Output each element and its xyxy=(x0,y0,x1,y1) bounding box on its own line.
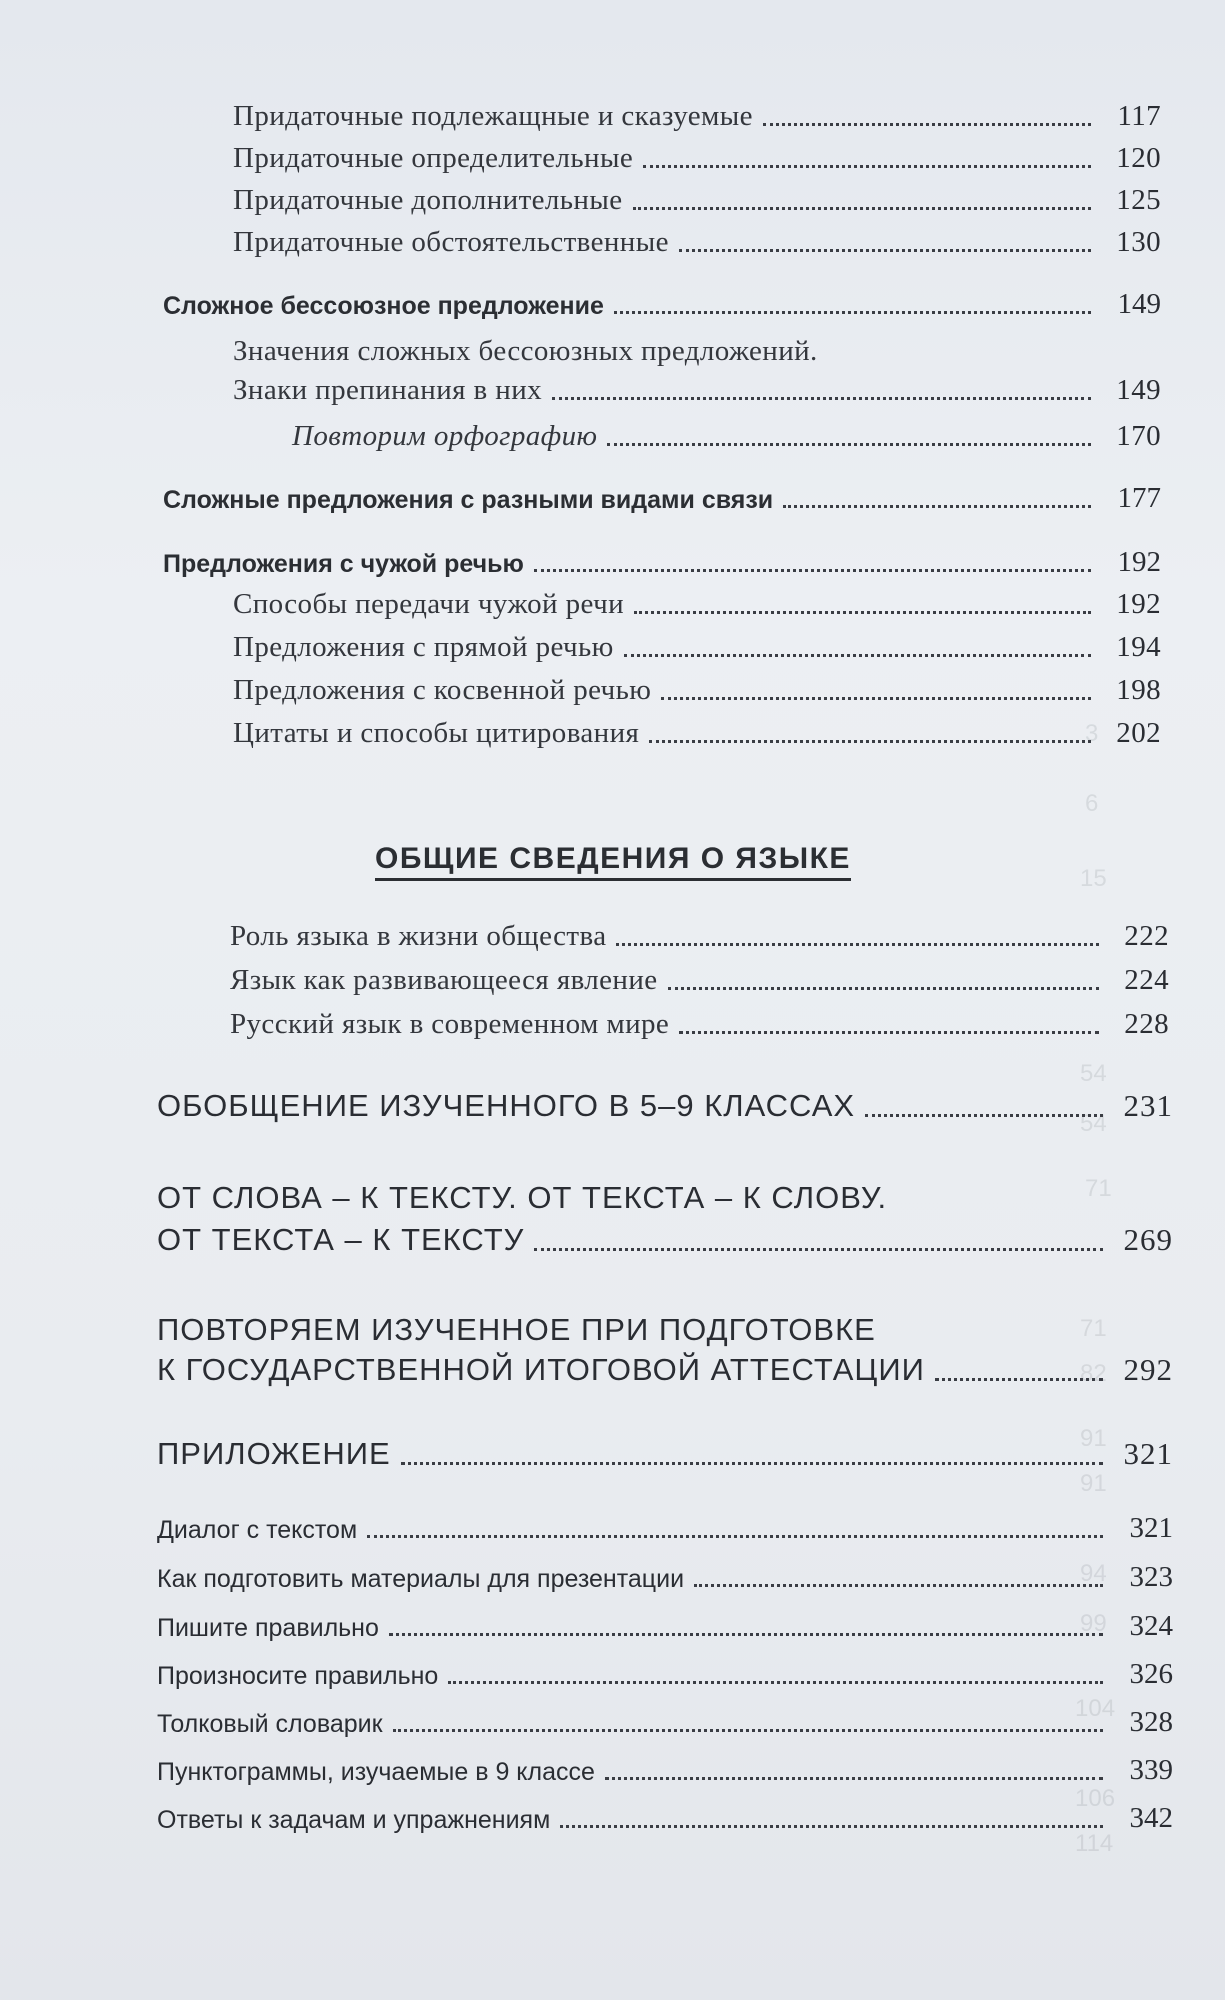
toc-page-number: 342 xyxy=(1129,1802,1173,1834)
dot-leader xyxy=(552,397,1091,400)
toc-entry-title: Как подготовить материалы для презентации xyxy=(157,1565,685,1593)
toc-page-number: 192 xyxy=(1117,546,1161,578)
toc-entry-title-line[interactable]: ОТ СЛОВА – К ТЕКСТУ. ОТ ТЕКСТА – К СЛОВУ. xyxy=(157,1180,888,1215)
toc-page-number: 292 xyxy=(1123,1352,1173,1387)
toc-entry[interactable] xyxy=(157,1088,1173,1124)
bleed-through-ghost: 94 xyxy=(1080,1560,1107,1587)
toc-page-number: 192 xyxy=(1116,588,1161,620)
dot-leader xyxy=(763,123,1091,126)
dot-leader xyxy=(560,1825,1103,1828)
dot-leader xyxy=(679,1031,1099,1034)
toc-entry[interactable] xyxy=(157,1222,1173,1258)
bleed-through-ghost: 54 xyxy=(1080,1060,1107,1087)
dot-leader xyxy=(661,697,1091,700)
dot-leader xyxy=(649,740,1091,743)
dot-leader xyxy=(367,1535,1103,1538)
toc-entry-title: Придаточные обстоятельственные xyxy=(233,226,669,258)
toc-entry[interactable] xyxy=(157,1706,1173,1739)
toc-entry[interactable] xyxy=(157,1658,1173,1691)
toc-entry[interactable] xyxy=(163,482,1161,515)
bleed-through-ghost: 71 xyxy=(1085,1175,1112,1202)
toc-entry-title: Придаточные определительные xyxy=(233,142,634,174)
toc-entry[interactable] xyxy=(163,546,1161,579)
toc-page-number: 231 xyxy=(1123,1088,1173,1123)
toc-entry[interactable] xyxy=(157,1754,1173,1787)
toc-entry-title: Повторим орфографию xyxy=(292,420,598,452)
toc-entry-title: Сложное бессоюзное предложение xyxy=(163,292,604,320)
bleed-through-ghost: 15 xyxy=(1080,865,1107,892)
toc-page-number: 125 xyxy=(1116,184,1161,216)
bleed-through-ghost: 54 xyxy=(1080,1110,1107,1137)
dot-leader xyxy=(389,1633,1103,1636)
toc-page-number: 339 xyxy=(1129,1754,1173,1786)
toc-entry[interactable] xyxy=(233,588,1161,621)
bleed-through-ghost: 91 xyxy=(1080,1470,1107,1497)
toc-entry-title: Ответы к задачам и упражнениям xyxy=(157,1806,551,1834)
toc-entry-title: Способы передачи чужой речи xyxy=(233,588,624,620)
toc-page-number: 120 xyxy=(1116,142,1161,174)
bleed-through-ghost: 106 xyxy=(1075,1785,1116,1812)
toc-entry-title: Предложения с косвенной речью xyxy=(233,674,652,706)
bleed-through-ghost: 3 xyxy=(1085,720,1099,747)
dot-leader xyxy=(694,1584,1103,1587)
toc-entry-title: Придаточные дополнительные xyxy=(233,184,623,216)
toc-page-number: 321 xyxy=(1123,1436,1173,1471)
toc-entry-title: Пунктограммы, изучаемые в 9 классе xyxy=(157,1758,595,1786)
toc-entry[interactable] xyxy=(233,631,1161,664)
toc-entry-title: Роль языка в жизни общества xyxy=(230,920,607,952)
toc-entry[interactable] xyxy=(163,288,1161,321)
dot-leader xyxy=(668,987,1099,990)
toc-entry[interactable] xyxy=(233,674,1161,707)
dot-leader xyxy=(634,611,1091,614)
toc-entry-title: Язык как развивающееся явление xyxy=(230,964,658,996)
toc-entry[interactable] xyxy=(157,1610,1173,1643)
toc-entry-title: ОТ ТЕКСТА – К ТЕКСТУ xyxy=(157,1222,525,1257)
toc-entry-title: Толковый словарик xyxy=(157,1710,383,1738)
dot-leader xyxy=(614,311,1091,314)
bleed-through-ghost: 91 xyxy=(1080,1425,1107,1452)
dot-leader xyxy=(865,1114,1103,1117)
dot-leader xyxy=(534,1248,1103,1251)
toc-entry-title: Предложения с прямой речью xyxy=(233,631,614,663)
toc-page-number: 222 xyxy=(1124,920,1169,952)
toc-entry[interactable] xyxy=(230,920,1169,953)
dot-leader xyxy=(605,1777,1103,1780)
dot-leader xyxy=(534,569,1091,572)
dot-leader xyxy=(616,943,1099,946)
dot-leader xyxy=(448,1681,1103,1684)
toc-page-number: 202 xyxy=(1116,717,1161,749)
toc-entry[interactable] xyxy=(157,1561,1173,1594)
bleed-through-ghost: 6 xyxy=(1085,790,1099,817)
toc-entry-title: К ГОСУДАРСТВЕННОЙ ИТОГОВОЙ АТТЕСТАЦИИ xyxy=(157,1352,925,1387)
dot-leader xyxy=(624,654,1091,657)
toc-entry[interactable] xyxy=(233,374,1161,407)
toc-page-number: 321 xyxy=(1129,1512,1173,1544)
toc-entry[interactable] xyxy=(157,1512,1173,1545)
toc-entry-title: Знаки препинания в них xyxy=(233,374,543,406)
toc-entry-title: Диалог с текстом xyxy=(157,1516,358,1544)
toc-page-number: 170 xyxy=(1116,420,1161,452)
toc-page-number: 324 xyxy=(1129,1610,1173,1642)
toc-entry-title-line[interactable]: ПОВТОРЯЕМ ИЗУЧЕННОЕ ПРИ ПОДГОТОВКЕ xyxy=(157,1312,876,1347)
toc-page-number: 149 xyxy=(1117,288,1161,320)
dot-leader xyxy=(783,505,1091,508)
toc-page-number: 149 xyxy=(1116,374,1161,406)
toc-page-number: 328 xyxy=(1129,1706,1173,1738)
toc-entry[interactable] xyxy=(292,420,1161,453)
toc-page-number: 323 xyxy=(1129,1561,1173,1593)
toc-page-number: 117 xyxy=(1117,100,1161,132)
toc-page-number: 224 xyxy=(1124,964,1169,996)
toc-entry[interactable] xyxy=(233,226,1161,259)
toc-entry[interactable] xyxy=(233,184,1161,217)
toc-entry[interactable] xyxy=(157,1802,1173,1835)
toc-entry-title: Произносите правильно xyxy=(157,1662,439,1690)
bleed-through-ghost: 71 xyxy=(1080,1315,1107,1342)
toc-page-number: 269 xyxy=(1123,1222,1173,1257)
toc-page-number: 198 xyxy=(1116,674,1161,706)
toc-entry[interactable] xyxy=(230,964,1169,997)
toc-entry[interactable] xyxy=(157,1436,1173,1472)
toc-entry[interactable] xyxy=(157,1352,1173,1388)
toc-entry-title: ОБОБЩЕНИЕ ИЗУЧЕННОГО В 5–9 КЛАССАХ xyxy=(157,1088,856,1123)
toc-entry-title: Русский язык в современном мире xyxy=(230,1008,670,1040)
dot-leader xyxy=(401,1462,1103,1465)
toc-entry[interactable] xyxy=(230,1008,1169,1041)
toc-page-number: 177 xyxy=(1117,482,1161,514)
bleed-through-ghost: 114 xyxy=(1075,1830,1114,1857)
toc-page-number: 228 xyxy=(1124,1008,1169,1040)
dot-leader xyxy=(633,207,1091,210)
toc-page-number: 326 xyxy=(1129,1658,1173,1690)
bleed-through-ghost: 99 xyxy=(1080,1610,1107,1637)
dot-leader xyxy=(607,443,1091,446)
toc-entry-title: ПРИЛОЖЕНИЕ xyxy=(157,1436,391,1471)
bleed-through-ghost: 104 xyxy=(1075,1695,1116,1722)
toc-page-number: 130 xyxy=(1116,226,1161,258)
toc-entry-title: Цитаты и способы цитирования xyxy=(233,717,640,749)
toc-entry-title: Придаточные подлежащные и сказуемые xyxy=(233,100,753,132)
toc-entry[interactable] xyxy=(233,142,1161,175)
toc-entry-title: Предложения с чужой речью xyxy=(163,550,524,578)
toc-entry-title: Сложные предложения с разными видами связи xyxy=(163,486,774,514)
dot-leader xyxy=(935,1378,1103,1381)
toc-entry[interactable] xyxy=(233,100,1161,133)
bleed-through-ghost: 82 xyxy=(1080,1360,1107,1387)
toc-page-number: 194 xyxy=(1116,631,1161,663)
dot-leader xyxy=(393,1729,1103,1732)
toc-entry[interactable] xyxy=(233,717,1161,750)
toc-entry-title: Пишите правильно xyxy=(157,1614,379,1642)
dot-leader xyxy=(679,249,1091,252)
dot-leader xyxy=(643,165,1091,168)
toc-entry-title-line[interactable]: Значения сложных бессоюзных предложений. xyxy=(233,335,818,367)
section-heading[interactable]: ОБЩИЕ СВЕДЕНИЯ О ЯЗЫКЕ xyxy=(375,842,851,881)
